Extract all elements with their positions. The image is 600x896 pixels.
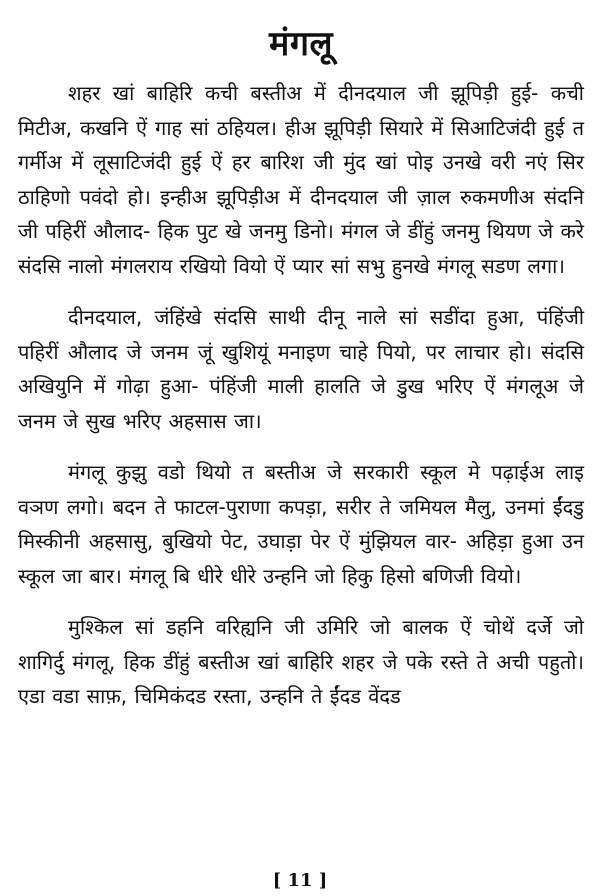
paragraph-3: मंगलू कुझु वडो थियो त बस्तीअ जे सरकारी स्कूल मे पढ़ाईअ लाइ वञण लगो। बदन ते फाटल-पुराणा कपड़ा, सरीर ते जमियल मैलु, उनमां ईंदडु मिस्कीनी अहसासु, बुखियो पेट, उघाड़ा पेर ऐं मुंझियल वार- अहिड़ा हुआ उन स्कूल जा बार। मंगलू बि धीरे धीरे उन्हनि जो हिकु हिसो बणिजी वियो। [18,460,584,588]
paragraph-2: दीनदयाल, जंहिंखे संदसि साथी दीनू नाले सां सडींदा हुआ, पंहिंजी पहिरीं औलाद जे जनम जूं खुशियूं मनाइण चाहे पियो, पर लाचार हो। संदसि अखियुनि में गोढ़ा हुआ- पंहिंजी माली हालति जे डुख भरिए ऐं मंगलूअ जे जनम जे सुख भरिए अहसास जा। [18,305,584,433]
paragraph-1: शहर खां बाहिरि कची बस्तीअ में दीनदयाल जी झूपिड़ी हुई- कची मिटीअ, कखनि ऐं गाह सां ठहियल। हीअ झूपिड़ी सियारे में सिआटिजंदी हुई त गर्मीअ में लूसाटिजंदी हुई ऐं हर बारिश जी मुंद खां पोइ उनखे वरी नएं सिर ठाहिणो पवंदो हो। इन्हीअ झूपिड़ीअ में दीनदयाल जी ज़ाल रुकमणीअ संदनि जी पहिरीं औलाद- हिक पुट खे जनमु डिनो। मंगल जे डींहुं जनमु थियण जे करे संदसि नालो मंगलराय रखियो वियो ऐं प्यार सां सभु हुनखे मंगलू सडण लगा। [18,81,584,278]
chapter-title: मंगलू [268,24,334,64]
paragraph-4: मुश्किल सां डहनि वरिह्यनि जी उमिरि जो बालक ऐं चोथें दर्जे जो शागिर्दु मंगलू, हिक डींहुं बस्तीअ खां बाहिरि शहर जे पके रस्ते ते अची पहुतो। एडा वडा साफ़, चिमिकंदड रस्ता, उन्हनि ते ईंदड वेंदड [18,615,584,708]
page-number: [ 11 ] [272,870,328,891]
